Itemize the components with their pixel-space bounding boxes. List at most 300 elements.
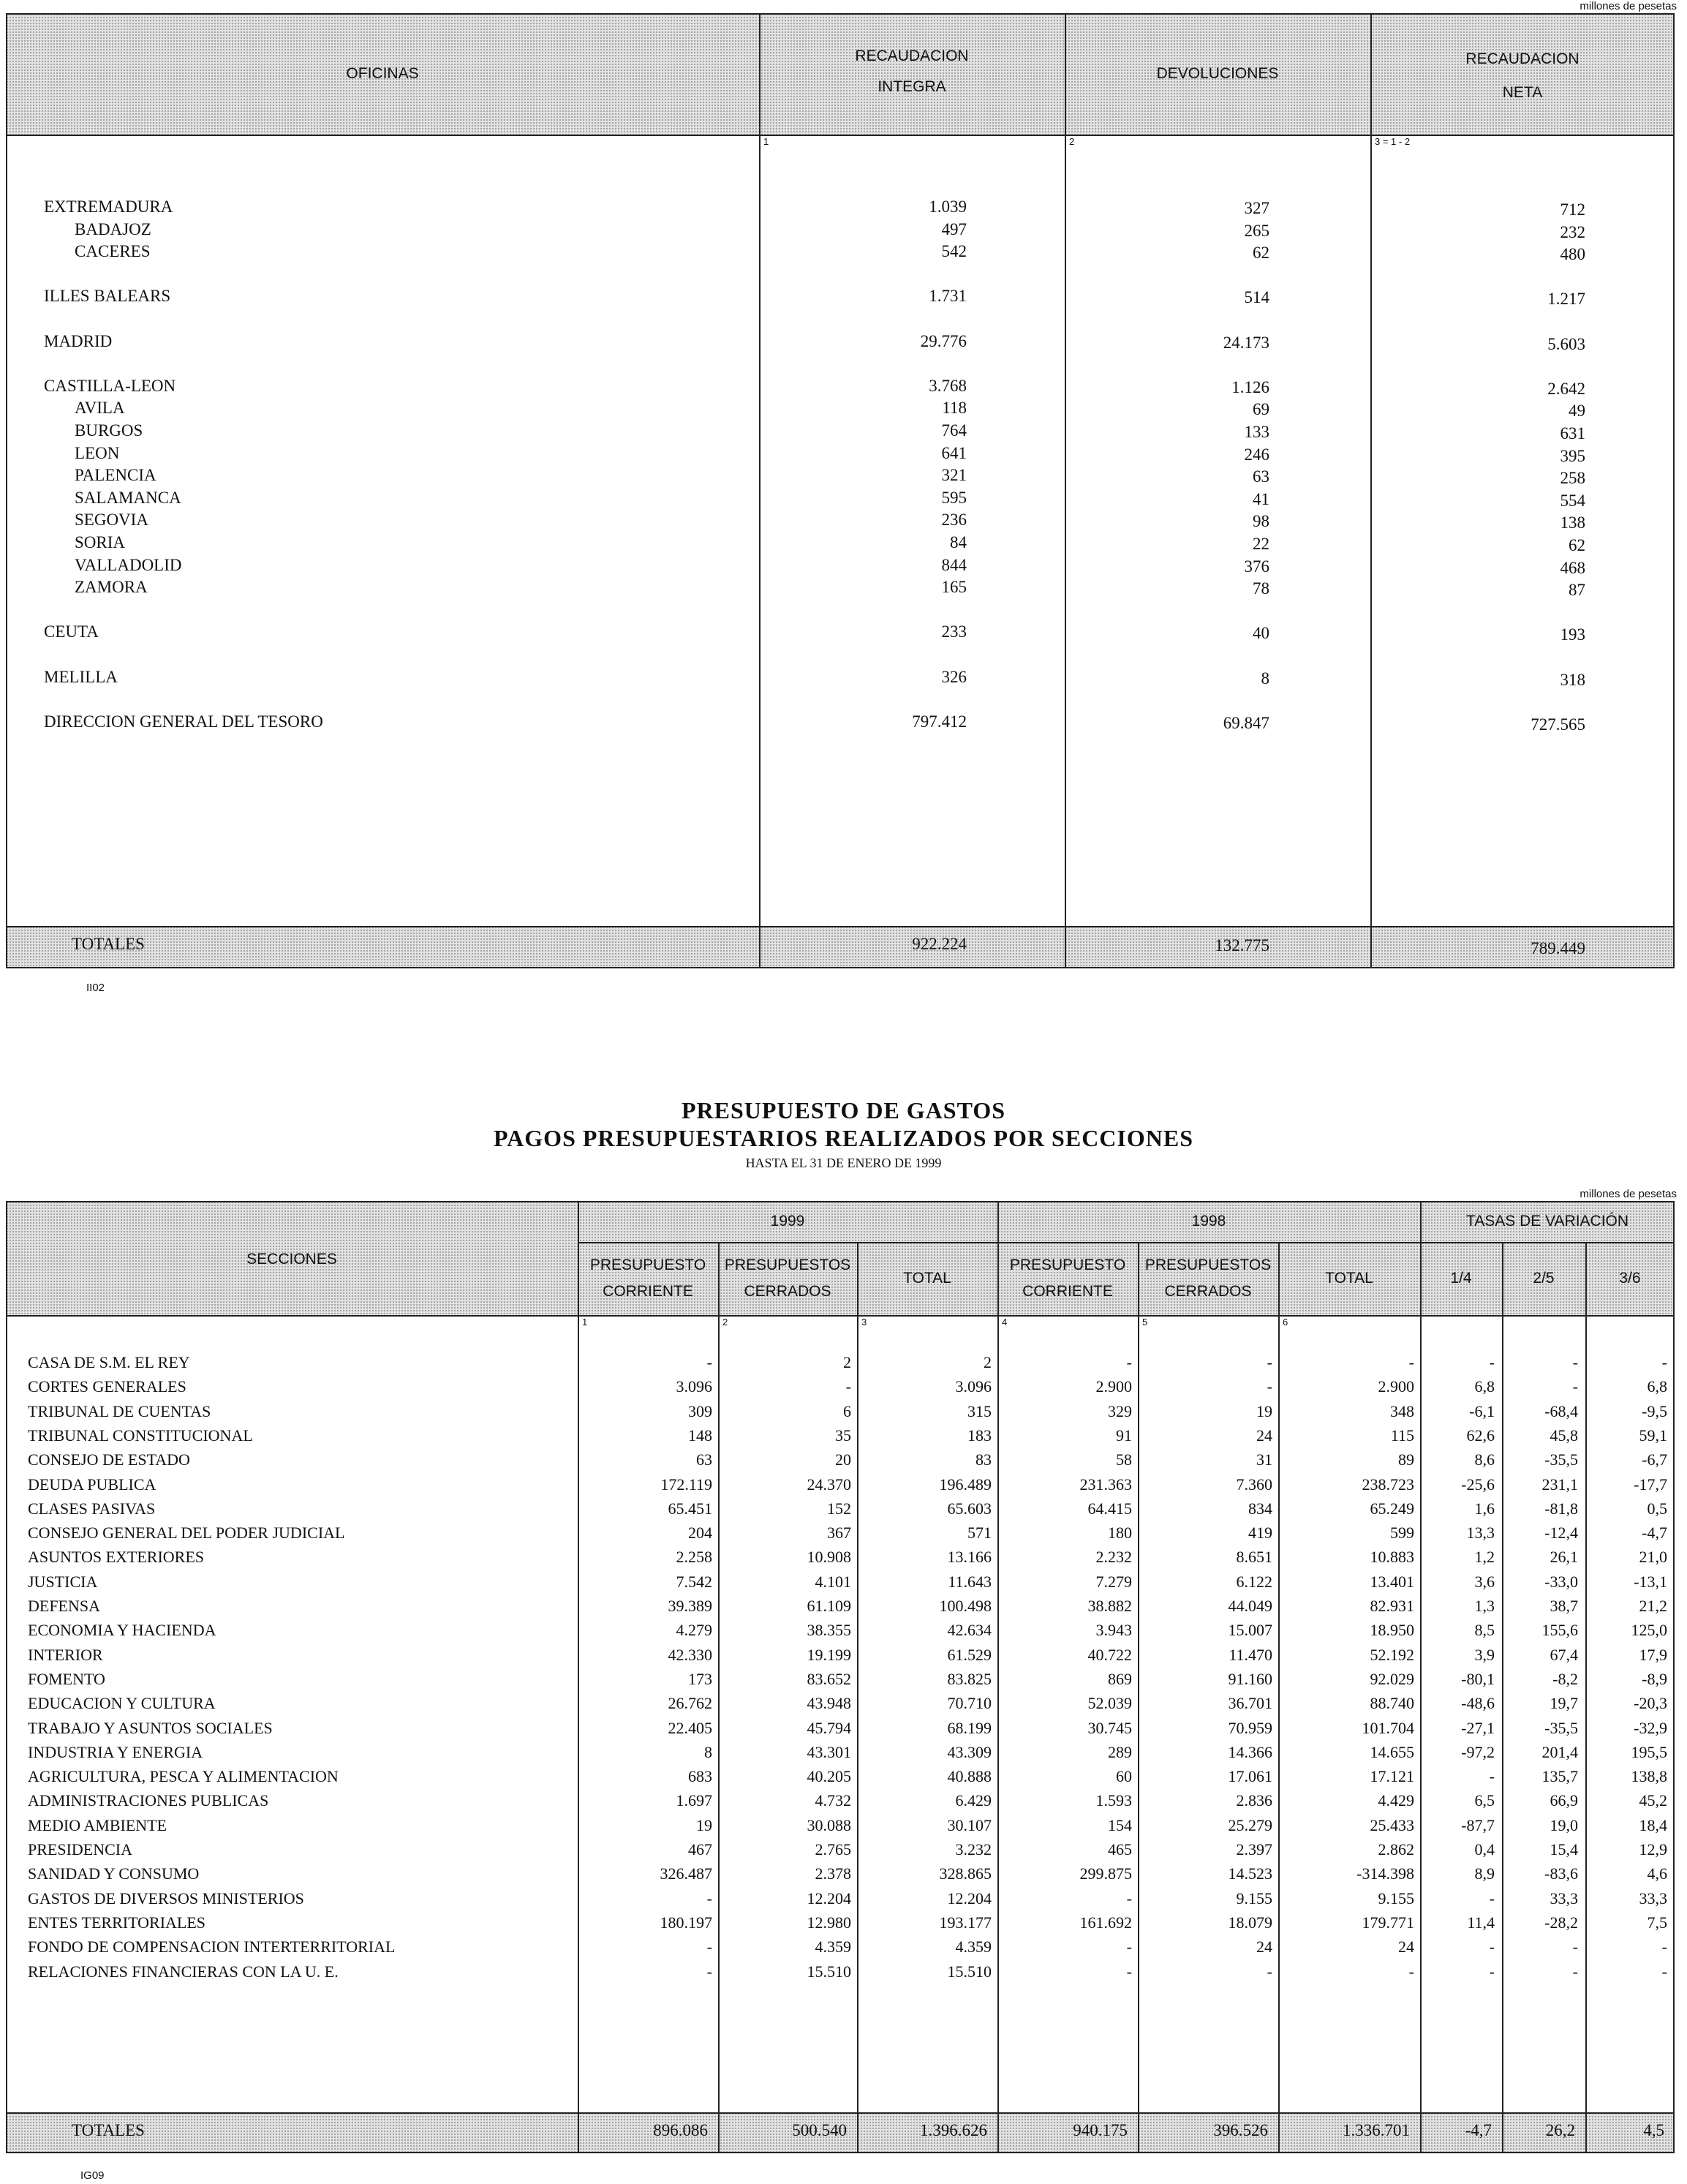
cur-1998-cell: 91	[1116, 1426, 1132, 1445]
net-collection-cell: 5.603	[1547, 334, 1585, 353]
refunds-cell: 40	[1253, 624, 1269, 643]
total-1999-cell: 3.096	[955, 1377, 992, 1396]
total-1999-cell: 2	[984, 1353, 992, 1371]
cur-1999-cell: 148	[688, 1426, 712, 1445]
total-1998-cell: 82.931	[1370, 1597, 1414, 1615]
refunds-cell: 1.126	[1231, 377, 1269, 396]
rate-1-4-cell: -87,7	[1461, 1815, 1495, 1834]
closed-1999-cell: 12.980	[807, 1913, 851, 1932]
rate-2-5-cell: -81,8	[1544, 1499, 1578, 1518]
table2-col-divider	[857, 1242, 858, 2153]
rate-3-6-cell: 21,0	[1639, 1548, 1667, 1567]
rate-3-6-cell: -4,7	[1642, 1524, 1667, 1543]
total-1999-cell: 193.177	[939, 1913, 992, 1932]
total-1998-cell: -	[1408, 1353, 1414, 1371]
cur-1998-cell: 299.875	[1079, 1864, 1132, 1883]
rate-1-4-cell: 13,3	[1466, 1524, 1495, 1543]
office-name: CEUTA	[44, 622, 99, 641]
cur-1999-cell: 1.697	[676, 1791, 712, 1810]
section-name: MEDIO AMBIENTE	[28, 1815, 167, 1834]
total-1999-cell: 15.510	[947, 1962, 992, 1981]
cur-1999-cell: 172.119	[660, 1475, 712, 1494]
office-name: MELILLA	[44, 667, 118, 686]
gross-collection-cell: 165	[941, 578, 967, 597]
office-name: PALENCIA	[75, 466, 156, 485]
cur-1998-cell: 7.279	[1095, 1572, 1132, 1591]
rate-1-4-cell: 11,4	[1467, 1913, 1495, 1932]
gross-collection-cell: 118	[942, 399, 967, 418]
header-rate-3-6: 3/6	[1619, 1270, 1641, 1287]
total-1999-cell: 43.309	[947, 1742, 992, 1761]
total-1999-cell: 40.888	[947, 1767, 992, 1786]
table-offices-collection	[6, 13, 1675, 968]
net-collection-cell: 480	[1560, 245, 1585, 264]
cur-1999-cell: 63	[696, 1450, 712, 1469]
total-1999-cell: 11.643	[948, 1572, 992, 1591]
total-1999-cell: 4.359	[955, 1938, 992, 1957]
closed-1999-cell: -	[845, 1377, 851, 1396]
col-number: 1	[763, 136, 769, 147]
cur-1999-cell: 65.451	[668, 1499, 712, 1518]
closed-1999-cell: 2	[843, 1353, 851, 1371]
rate-2-5-cell: -	[1572, 1377, 1578, 1396]
totals-cur-1999-cell: 896.086	[653, 2121, 708, 2139]
gross-collection-cell: 3.768	[929, 376, 967, 395]
cur-1999-cell: -	[706, 1353, 712, 1371]
totals-net: 789.449	[1531, 939, 1585, 957]
section-name: ENTES TERRITORIALES	[28, 1913, 206, 1932]
rate-2-5-cell: -28,2	[1544, 1913, 1578, 1932]
rate-2-5-cell: 33,3	[1550, 1889, 1578, 1908]
closed-1998-cell: 15.007	[1228, 1621, 1272, 1640]
closed-1998-cell: 70.959	[1228, 1718, 1272, 1737]
gross-collection-cell: 321	[941, 466, 967, 485]
closed-1999-cell: 367	[827, 1524, 851, 1543]
section-name: GASTOS DE DIVERSOS MINISTERIOS	[28, 1889, 304, 1908]
closed-1999-cell: 4.732	[815, 1791, 851, 1810]
net-collection-cell: 258	[1560, 469, 1585, 488]
table2-col-divider	[997, 1201, 999, 2153]
table2-col-divider	[1585, 1242, 1587, 2153]
closed-1998-cell: 2.836	[1236, 1791, 1272, 1810]
total-1998-cell: 9.155	[1378, 1889, 1414, 1908]
total-1999-cell: 83.825	[947, 1669, 992, 1688]
office-name: MADRID	[44, 331, 113, 350]
cur-1999-cell: 204	[688, 1524, 712, 1543]
closed-1998-cell: -	[1267, 1377, 1272, 1396]
net-collection-cell: 1.217	[1547, 290, 1585, 309]
closed-1998-cell: 7.360	[1236, 1475, 1272, 1494]
refunds-cell: 98	[1253, 512, 1269, 531]
header-total-1998: TOTAL	[1325, 1270, 1373, 1287]
net-collection-cell: 727.565	[1531, 715, 1585, 734]
total-1999-cell: 68.199	[947, 1718, 992, 1737]
office-name: VALLADOLID	[75, 555, 182, 574]
closed-1998-cell: -	[1267, 1962, 1272, 1981]
section-name: CORTES GENERALES	[28, 1377, 186, 1396]
section-name: FONDO DE COMPENSACION INTERTERRITORIAL	[28, 1938, 396, 1957]
total-1998-cell: 17.121	[1370, 1767, 1414, 1786]
table1-totals-line	[6, 926, 1675, 927]
refunds-cell: 78	[1253, 579, 1269, 598]
total-1999-cell: 3.232	[955, 1840, 992, 1859]
closed-1999-cell: 38.355	[807, 1621, 851, 1640]
gross-collection-cell: 497	[941, 219, 967, 238]
header-closed-line1: PRESUPUESTOS	[1144, 1257, 1272, 1273]
col-number: 1	[582, 1317, 588, 1328]
closed-1998-cell: 19	[1256, 1401, 1272, 1420]
rate-2-5-cell: -33,0	[1544, 1572, 1578, 1591]
rate-2-5-cell: -83,6	[1544, 1864, 1578, 1883]
gross-collection-cell: 1.731	[929, 287, 967, 306]
closed-1999-cell: 10.908	[807, 1548, 851, 1567]
refunds-cell: 246	[1244, 445, 1269, 464]
gross-collection-cell: 1.039	[929, 197, 967, 216]
section-name: CONSEJO DE ESTADO	[28, 1450, 190, 1469]
office-name: EXTREMADURA	[44, 197, 173, 216]
closed-1999-cell: 20	[835, 1450, 851, 1469]
closed-1998-cell: 6.122	[1236, 1572, 1272, 1591]
closed-1999-cell: 19.199	[807, 1645, 851, 1664]
total-1998-cell: 2.862	[1378, 1840, 1414, 1859]
cur-1998-cell: -	[1126, 1353, 1132, 1371]
cur-1999-cell: 180.197	[660, 1913, 712, 1932]
table1-header-line	[6, 135, 1675, 136]
office-name: SALAMANCA	[75, 488, 181, 507]
section-name: AGRICULTURA, PESCA Y ALIMENTACION	[28, 1767, 339, 1786]
rate-3-6-cell: 7,5	[1647, 1913, 1667, 1932]
rate-1-4-cell: 1,6	[1474, 1499, 1495, 1518]
section-name: INDUSTRIA Y ENERGIA	[28, 1742, 203, 1761]
section-name: CONSEJO GENERAL DEL PODER JUDICIAL	[28, 1524, 345, 1543]
rate-1-4-cell: -97,2	[1461, 1742, 1495, 1761]
rate-1-4-cell: -6,1	[1469, 1401, 1495, 1420]
total-1999-cell: 571	[967, 1524, 992, 1543]
col-number: 2	[1069, 136, 1075, 147]
rate-1-4-cell: 1,2	[1474, 1548, 1495, 1567]
total-1999-cell: 6.429	[955, 1791, 992, 1810]
section-name: CLASES PASIVAS	[28, 1499, 156, 1518]
cur-1998-cell: 2.900	[1095, 1377, 1132, 1396]
total-1998-cell: 2.900	[1378, 1377, 1414, 1396]
rate-1-4-cell: -	[1489, 1353, 1495, 1371]
net-collection-cell: 631	[1560, 424, 1585, 443]
closed-1999-cell: 83.652	[807, 1669, 851, 1688]
header-current-line2: CORRIENTE	[1022, 1283, 1113, 1300]
section-name: INTERIOR	[28, 1645, 103, 1664]
closed-1998-cell: 14.366	[1228, 1742, 1272, 1761]
office-name: ILLES BALEARS	[44, 287, 171, 306]
total-1998-cell: 89	[1398, 1450, 1414, 1469]
header-gross-line2: INTEGRA	[878, 78, 946, 95]
cur-1998-cell: 161.692	[1079, 1913, 1132, 1932]
units-label-top: millones de pesetas	[1580, 0, 1677, 12]
totals-rate-1-4-cell: -4,7	[1465, 2121, 1492, 2139]
rate-3-6-cell: 125,0	[1631, 1621, 1667, 1640]
table1-code: II02	[86, 982, 105, 994]
closed-1998-cell: 18.079	[1228, 1913, 1272, 1932]
gross-collection-cell: 326	[941, 667, 967, 686]
section-name: TRABAJO Y ASUNTOS SOCIALES	[28, 1718, 273, 1737]
refunds-cell: 69.847	[1223, 713, 1269, 732]
totals-rate-3-6-cell: 4,5	[1643, 2121, 1664, 2139]
net-collection-cell: 138	[1560, 513, 1585, 532]
cur-1998-cell: -	[1126, 1889, 1132, 1908]
section-name: TRIBUNAL DE CUENTAS	[28, 1401, 211, 1420]
rate-1-4-cell: 8,6	[1474, 1450, 1495, 1469]
cur-1998-cell: 465	[1108, 1840, 1132, 1859]
gross-collection-cell: 236	[941, 511, 967, 530]
office-name: LEON	[75, 443, 120, 462]
net-collection-cell: 232	[1560, 222, 1585, 241]
cur-1999-cell: 26.762	[668, 1694, 712, 1713]
cur-1998-cell: 1.593	[1095, 1791, 1132, 1810]
table2-col-divider	[718, 1242, 720, 2153]
total-1998-cell: 52.192	[1370, 1645, 1414, 1664]
table2-col-divider	[1420, 1201, 1422, 2153]
refunds-cell: 514	[1244, 288, 1269, 307]
title-line3: HASTA EL 31 DE ENERO DE 1999	[745, 1156, 942, 1170]
closed-1999-cell: 43.301	[807, 1742, 851, 1761]
cur-1999-cell: 7.542	[676, 1572, 712, 1591]
rate-2-5-cell: 38,7	[1550, 1597, 1578, 1615]
closed-1999-cell: 45.794	[807, 1718, 851, 1737]
closed-1998-cell: 834	[1248, 1499, 1272, 1518]
net-collection-cell: 87	[1569, 581, 1585, 600]
cur-1999-cell: 19	[696, 1815, 712, 1834]
cur-1999-cell: -	[706, 1938, 712, 1957]
rate-3-6-cell: 0,5	[1647, 1499, 1667, 1518]
table2-col-divider	[1502, 1242, 1503, 2153]
net-collection-cell: 468	[1560, 558, 1585, 577]
total-1998-cell: 18.950	[1370, 1621, 1414, 1640]
office-name: AVILA	[75, 399, 125, 418]
closed-1999-cell: 4.359	[815, 1938, 851, 1957]
closed-1999-cell: 43.948	[807, 1694, 851, 1713]
refunds-cell: 265	[1244, 221, 1269, 240]
office-name: DIRECCION GENERAL DEL TESORO	[44, 712, 323, 731]
col-number: 2	[722, 1317, 728, 1328]
gross-collection-cell: 542	[941, 242, 967, 261]
rate-3-6-cell: 138,8	[1631, 1767, 1667, 1786]
rate-1-4-cell: 6,5	[1474, 1791, 1495, 1810]
cur-1998-cell: 38.882	[1087, 1597, 1132, 1615]
closed-1998-cell: 31	[1256, 1450, 1272, 1469]
refunds-cell: 24.173	[1223, 333, 1269, 352]
cur-1999-cell: -	[706, 1889, 712, 1908]
cur-1998-cell: -	[1126, 1962, 1132, 1981]
rate-2-5-cell: 155,6	[1541, 1621, 1578, 1640]
cur-1998-cell: 3.943	[1095, 1621, 1132, 1640]
section-name: FOMENTO	[28, 1669, 105, 1688]
rate-3-6-cell: 6,8	[1647, 1377, 1667, 1396]
cur-1999-cell: 4.279	[676, 1621, 712, 1640]
section-name: ADMINISTRACIONES PUBLICAS	[28, 1791, 269, 1810]
total-1998-cell: 115	[1390, 1426, 1414, 1445]
total-1998-cell: 238.723	[1362, 1475, 1414, 1494]
table-sections-payments	[6, 1201, 1675, 2153]
totals-cur-1998-cell: 940.175	[1073, 2121, 1128, 2139]
rate-1-4-cell: -	[1489, 1962, 1495, 1981]
col-number: 3 = 1 - 2	[1375, 136, 1411, 147]
table2-code: IG09	[80, 2169, 105, 2182]
cur-1998-cell: 58	[1116, 1450, 1132, 1469]
closed-1999-cell: 24.370	[807, 1475, 851, 1494]
cur-1999-cell: -	[706, 1962, 712, 1981]
office-name: BURGOS	[75, 421, 143, 440]
rate-1-4-cell: -	[1489, 1938, 1495, 1957]
rate-3-6-cell: -13,1	[1634, 1572, 1667, 1591]
closed-1999-cell: 6	[843, 1401, 851, 1420]
closed-1998-cell: 24	[1256, 1426, 1272, 1445]
closed-1998-cell: 36.701	[1228, 1694, 1272, 1713]
gross-collection-cell: 29.776	[920, 331, 967, 350]
rate-3-6-cell: -	[1661, 1938, 1667, 1957]
title-line1: PRESUPUESTO DE GASTOS	[681, 1097, 1006, 1123]
total-1999-cell: 100.498	[939, 1597, 992, 1615]
closed-1998-cell: 14.523	[1228, 1864, 1272, 1883]
cur-1998-cell: 289	[1108, 1742, 1132, 1761]
totals-total-1998-cell: 1.336.701	[1343, 2121, 1410, 2139]
closed-1998-cell: 419	[1248, 1524, 1272, 1543]
totals-label: TOTALES	[72, 935, 145, 953]
header-current-line2: CORRIENTE	[603, 1283, 693, 1300]
header-year-1999: 1999	[770, 1213, 805, 1230]
total-1999-cell: 61.529	[947, 1645, 992, 1664]
refunds-cell: 327	[1244, 199, 1269, 217]
closed-1999-cell: 4.101	[815, 1572, 851, 1591]
refunds-cell: 376	[1244, 557, 1269, 576]
header-closed-line1: PRESUPUESTOS	[724, 1257, 851, 1273]
rate-3-6-cell: -6,7	[1642, 1450, 1667, 1469]
section-name: RELACIONES FINANCIERAS CON LA U. E.	[28, 1962, 339, 1981]
closed-1999-cell: 35	[835, 1426, 851, 1445]
office-name: CACERES	[75, 242, 151, 261]
header-rate-2-5: 2/5	[1533, 1270, 1555, 1287]
cur-1999-cell: 22.405	[668, 1718, 712, 1737]
total-1998-cell: 92.029	[1370, 1669, 1414, 1688]
total-1998-cell: 348	[1390, 1401, 1414, 1420]
table2-col-divider	[1138, 1242, 1139, 2153]
cur-1998-cell: 60	[1116, 1767, 1132, 1786]
rate-1-4-cell: -	[1489, 1767, 1495, 1786]
col-number: 5	[1142, 1317, 1148, 1328]
cur-1999-cell: 3.096	[676, 1377, 712, 1396]
rate-1-4-cell: -	[1489, 1889, 1495, 1908]
header-closed-line2: CERRADOS	[744, 1283, 831, 1300]
rate-1-4-cell: 0,4	[1474, 1840, 1495, 1859]
closed-1999-cell: 30.088	[807, 1815, 851, 1834]
table2-subheader-line	[578, 1242, 1675, 1243]
refunds-cell: 69	[1253, 400, 1269, 419]
rate-3-6-cell: 17,9	[1639, 1645, 1667, 1664]
header-refunds: DEVOLUCIONES	[1156, 65, 1279, 82]
closed-1998-cell: 17.061	[1228, 1767, 1272, 1786]
header-offices: OFICINAS	[346, 65, 419, 82]
gross-collection-cell: 595	[941, 488, 967, 507]
totals-closed-1999-cell: 500.540	[792, 2121, 847, 2139]
total-1998-cell: -314.398	[1356, 1864, 1414, 1883]
rate-3-6-cell: -17,7	[1634, 1475, 1667, 1494]
rate-3-6-cell: -32,9	[1634, 1718, 1667, 1737]
refunds-cell: 63	[1253, 467, 1269, 486]
closed-1998-cell: -	[1267, 1353, 1272, 1371]
rate-2-5-cell: 67,4	[1550, 1645, 1578, 1664]
rate-3-6-cell: -	[1661, 1962, 1667, 1981]
net-collection-cell: 554	[1560, 491, 1585, 510]
rate-2-5-cell: -8,2	[1552, 1669, 1578, 1688]
total-1998-cell: 65.249	[1370, 1499, 1414, 1518]
closed-1999-cell: 61.109	[807, 1597, 851, 1615]
rate-2-5-cell: 66,9	[1550, 1791, 1578, 1810]
title-line2: PAGOS PRESUPUESTARIOS REALIZADOS POR SECCIONES	[494, 1125, 1193, 1151]
header-closed-line2: CERRADOS	[1164, 1283, 1252, 1300]
cur-1999-cell: 42.330	[668, 1645, 712, 1664]
rate-1-4-cell: -48,6	[1461, 1694, 1495, 1713]
table2-col-divider	[578, 1201, 579, 2153]
closed-1998-cell: 11.470	[1229, 1645, 1272, 1664]
office-name: SEGOVIA	[75, 511, 148, 530]
cur-1998-cell: -	[1126, 1938, 1132, 1957]
rate-3-6-cell: 195,5	[1631, 1742, 1667, 1761]
col-number: 3	[861, 1317, 867, 1328]
rate-2-5-cell: 201,4	[1541, 1742, 1578, 1761]
rate-3-6-cell: -	[1661, 1353, 1667, 1371]
total-1999-cell: 328.865	[939, 1864, 992, 1883]
cur-1999-cell: 173	[688, 1669, 712, 1688]
closed-1999-cell: 40.205	[807, 1767, 851, 1786]
total-1998-cell: 101.704	[1362, 1718, 1414, 1737]
total-1999-cell: 65.603	[947, 1499, 992, 1518]
section-name: DEFENSA	[28, 1597, 101, 1615]
totals-closed-1998-cell: 396.526	[1213, 2121, 1268, 2139]
rate-2-5-cell: -	[1572, 1962, 1578, 1981]
total-1998-cell: 4.429	[1378, 1791, 1414, 1810]
rate-1-4-cell: 8,5	[1474, 1621, 1495, 1640]
rate-3-6-cell: 33,3	[1639, 1889, 1667, 1908]
section-name: PRESIDENCIA	[28, 1840, 133, 1859]
rate-2-5-cell: -35,5	[1544, 1450, 1578, 1469]
total-1998-cell: 13.401	[1370, 1572, 1414, 1591]
closed-1998-cell: 8.651	[1236, 1548, 1272, 1567]
totals-rate-2-5-cell: 26,2	[1545, 2121, 1575, 2139]
rate-2-5-cell: -	[1572, 1938, 1578, 1957]
total-1999-cell: 315	[967, 1401, 992, 1420]
closed-1998-cell: 2.397	[1236, 1840, 1272, 1859]
closed-1999-cell: 2.765	[815, 1840, 851, 1859]
cur-1998-cell: 2.232	[1095, 1548, 1132, 1567]
rate-3-6-cell: 4,6	[1647, 1864, 1667, 1883]
net-collection-cell: 193	[1560, 625, 1585, 644]
header-total-1999: TOTAL	[903, 1270, 951, 1287]
office-name: BADAJOZ	[75, 219, 151, 238]
rate-3-6-cell: 45,2	[1639, 1791, 1667, 1810]
totals-label: TOTALES	[72, 2121, 145, 2139]
gross-collection-cell: 233	[941, 622, 967, 641]
closed-1998-cell: 44.049	[1228, 1597, 1272, 1615]
total-1998-cell: -	[1408, 1962, 1414, 1981]
total-1998-cell: 88.740	[1370, 1694, 1414, 1713]
total-1999-cell: 83	[975, 1450, 992, 1469]
rate-1-4-cell: -80,1	[1461, 1669, 1495, 1688]
rate-1-4-cell: 3,9	[1474, 1645, 1495, 1664]
rate-2-5-cell: 15,4	[1550, 1840, 1578, 1859]
total-1999-cell: 13.166	[947, 1548, 992, 1567]
section-name: JUSTICIA	[28, 1572, 98, 1591]
section-name: SANIDAD Y CONSUMO	[28, 1864, 200, 1883]
rate-2-5-cell: -12,4	[1544, 1524, 1578, 1543]
cur-1999-cell: 683	[688, 1767, 712, 1786]
